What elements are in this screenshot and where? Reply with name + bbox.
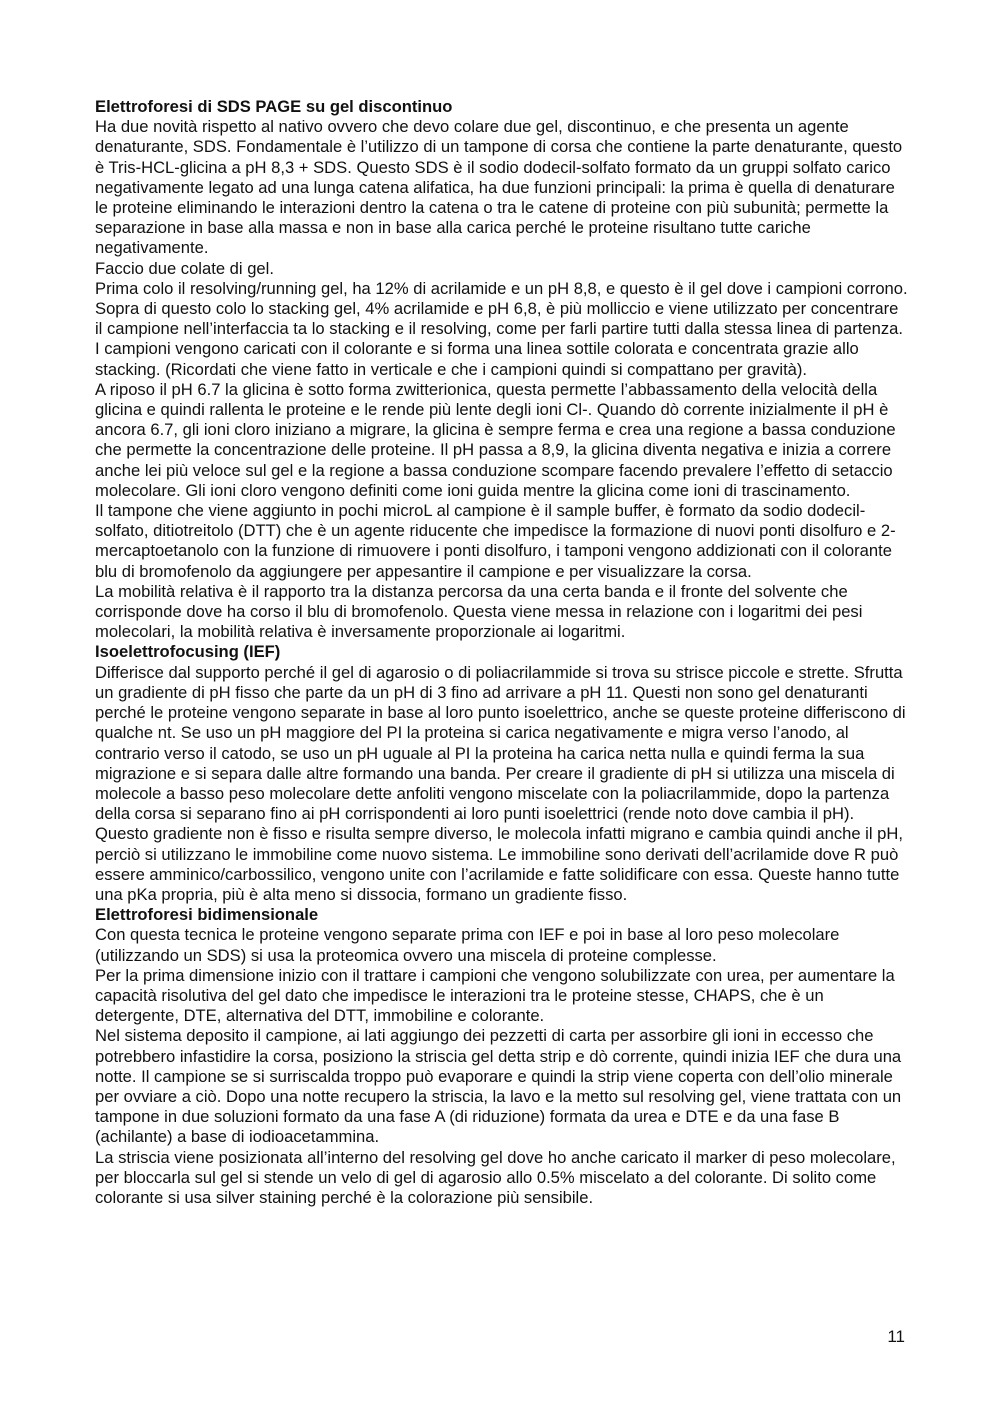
document-page	[95, 97, 910, 1208]
paragraph: Prima colo il resolving/running gel, ha 12% di acrilamide e un pH 8,8, e questo è il gel dove i campioni corrono. Sopra di questo colo lo stacking gel, 4% acrilamide e pH 6,8, è più molliccio e viene utilizzato per concentrare il campione nell’interfaccia ta lo stacking e il resolving, come per farli partire tutti dalla stessa linea di partenza. I campioni vengono caricati con il colorante e si forma una linea sottile colorata e concentrata grazie allo stacking. (Ricordati che viene fatto in verticale e che i campioni quindi si compattano per gravità).	[95, 278, 908, 379]
paragraph: La striscia viene posizionata all’interno del resolving gel dove ho anche caricato il marker di peso molecolare, per bloccarla sul gel si stende un velo di gel di agarosio allo 0.5% miscelato a del colorante. Di solito come colorante si usa silver staining perché è la colorazione più sensibile.	[95, 1147, 896, 1207]
paragraph: Ha due novità rispetto al nativo ovvero che devo colare due gel, discontinuo, e che presenta un agente denaturante, SDS. Fondamentale è l’utilizzo di un tampone di corsa che contiene la parte denaturante, questo è Tris-HCL-glicina a pH 8,3 + SDS. Questo SDS è il sodio dodecil-solfato formato da un gruppi solfato carico negativamente legato ad una lunga catena alifatica, ha due funzioni principali: la prima è quella di denaturare le proteine eliminando le interazioni dentro la catena o tra le catene di proteine con più subunità; permette la separazione in base alla massa e non in base alla carica perché le proteine risultano tutte cariche negativamente.	[95, 117, 903, 258]
section-heading-2d-electrophoresis: Elettroforesi bidimensionale	[95, 905, 319, 925]
paragraph: Il tampone che viene aggiunto in pochi microL al campione è il sample buffer, è formato da sodio dodecil-solfato, ditiotreitolo (DTT) che è un agente riducente che impedisce la formazione di nuovi ponti disolfuro e 2-mercaptoetanolo con la funzione di rimuovere i ponti disolfuro, i tamponi vengono addizionati con il colorante blu di bromofenolo da aggiungere per appesantire il campione e per visualizzare la corsa.	[95, 501, 896, 581]
paragraph: Per la prima dimensione inizio con il trattare i campioni che vengono solubilizzate con urea, per aumentare la capacità risolutiva del gel dato che impedisce le interazioni tra le proteine stesse, CHAPS, che è un detergente, DTE, alternativa del DTT, immobiline e colorante.	[95, 965, 895, 1026]
paragraph: Differisce dal supporto perché il gel di agarosio o di poliacrilammide si trova su strisce piccole e strette. Sfrutta un gradiente di pH fisso che parte da un pH di 3 fino ad arrivare a pH 11. Questi non sono gel denaturanti perché le proteine vengono separate in base al loro punto isoelettrico, anche se queste proteine differiscono di qualche nt. Se uso un pH maggiore del PI la proteina si carica negativamente e migra verso l’anodo, al contrario verso il catodo, se uso un pH uguale al PI la proteina ha carica netta nulla e quindi ferma la sua migrazione e si separa dalle altre formando una banda. Per creare il gradiente di pH si utilizza una miscela di molecole a basso peso molecolare dette anfoliti vengono miscelate con la poliacrilammide, dopo la partenza della corsa si separano fino ai pH corrispondenti ai loro punti isoelettrici (rende noto dove cambia il pH). Questo gradiente non è fisso e risulta sempre diverso, le molecola infatti migrano e cambia quindi anche il pH, perciò si utilizzano le immobiline come nuovo sistema. Le immobiline sono derivati dell’acrilamide dove R può essere amminico/carbossilico, vengono unite con l’acrilamide e fatte solidificare con essa. Queste hanno tutte una pKa propria, più è alta meno si dissocia, formano un gradiente fisso.	[95, 662, 906, 904]
paragraph: Nel sistema deposito il campione, ai lati aggiungo dei pezzetti di carta per assorbire gli ioni in eccesso che potrebbero infastidire la corsa, posiziono la striscia gel detta strip e dò corrente, quindi inizia IEF che dura una notte. Il campione se si surriscalda troppo può evaporare e quindi la strip viene coperta con dell’olio minerale per ovviare a ciò. Dopo una notte recupero la striscia, la lavo e la metto sul resolving gel, viene trattata con un tampone in due soluzioni formato da una fase A (di riduzione) formata da urea e DTE e da una fase B (achilante) a base di iodioacetammina.	[95, 1026, 902, 1147]
paragraph: A riposo il pH 6.7 la glicina è sotto forma zwitterionica, questa permette l’abbassamento della velocità della glicina e quindi rallenta le proteine e le rende più lente degli ioni Cl-. Quando dò corrente inizialmente il pH è ancora 6.7, gli ioni cloro iniziano a migrare, la glicina è sempre ferma e crea una regione a bassa conduzione che permette la concentrazione delle proteine. Il pH passa a 8,9, la glicina diventa negativa e inizia a correre anche lei più veloce sul gel e la regione a bassa conduzione scompare facendo prevalere l’effetto di setaccio molecolare. Gli ioni cloro vengono definiti come ioni guida mentre la glicina come ioni di trascinamento.	[95, 379, 896, 500]
paragraph: Con questa tecnica le proteine vengono separate prima con IEF e poi in base al loro peso molecolare (utilizzando un SDS) si usa la proteomica ovvero una miscela di proteine complesse.	[95, 925, 840, 965]
section-heading-sds-page: Elettroforesi di SDS PAGE su gel discontinuo	[95, 97, 453, 116]
paragraph: Faccio due colate di gel.	[95, 258, 274, 278]
paragraph: La mobilità relativa è il rapporto tra la distanza percorsa da una certa banda e il fronte del solvente che corrisponde dove ha corso il blu di bromofenolo. Questa viene messa in relazione con i logaritmi dei pesi molecolari, la mobilità relativa è inversamente proporzionale ai logaritmi.	[95, 581, 863, 642]
page-number: 11	[887, 1327, 905, 1346]
section-heading-ief: Isoelettrofocusing (IEF)	[95, 642, 281, 662]
